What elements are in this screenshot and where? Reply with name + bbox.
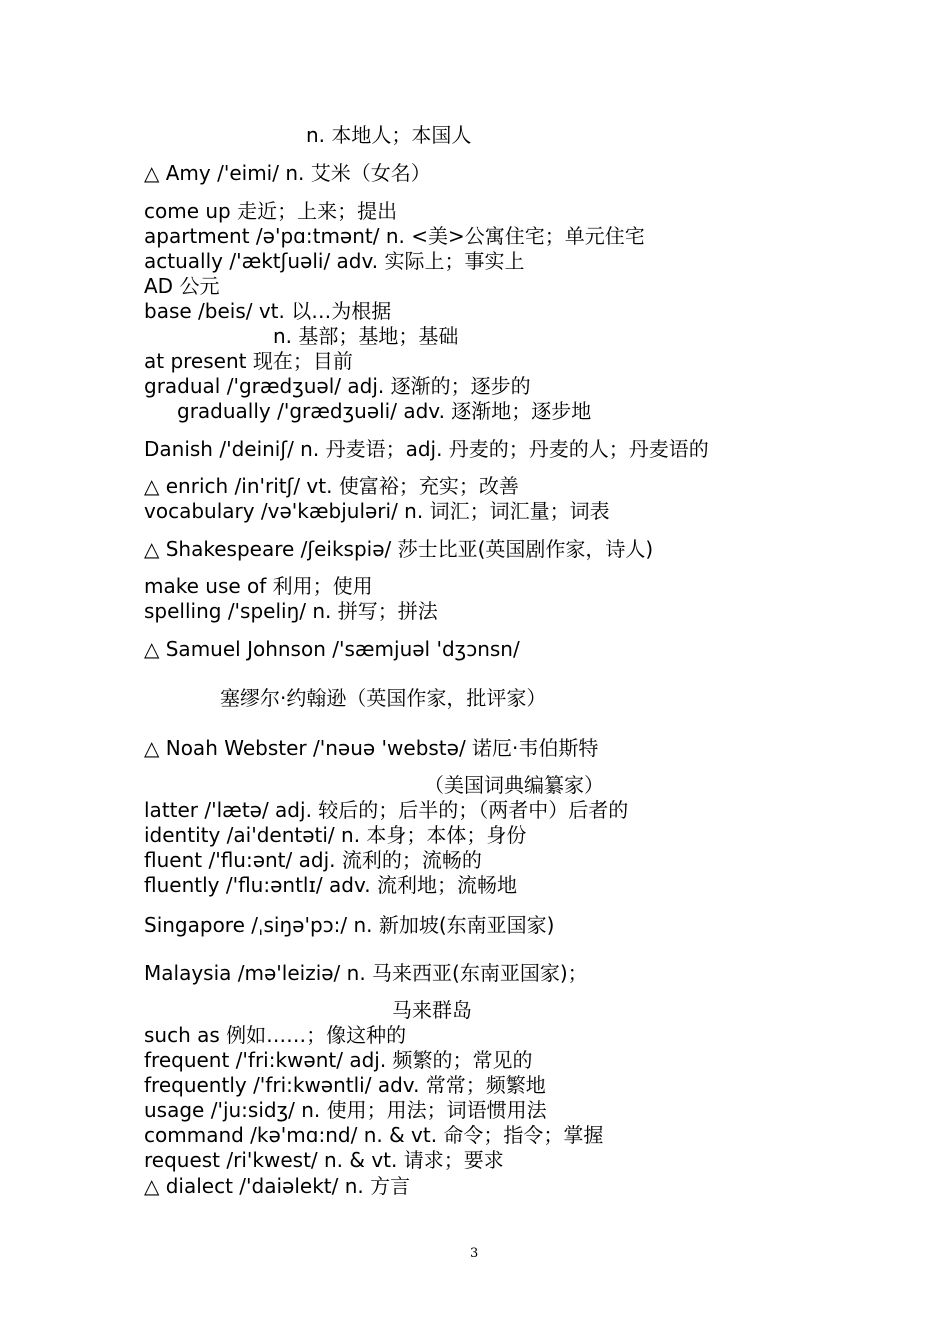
vocab-line: AD 公元 [144, 274, 220, 298]
vocab-line: 塞缪尔·约翰逊（英国作家，批评家） [220, 686, 547, 710]
vocab-line: request /ri'kwest/ n. & vt. 请求；要求 [144, 1148, 504, 1172]
vocab-line: Singapore /ˌsiŋə'pɔ:/ n. 新加坡(东南亚国家) [144, 913, 555, 937]
vocab-line: identity /ai'dentəti/ n. 本身；本体；身份 [144, 823, 527, 847]
vocab-line: such as 例如……；像这种的 [144, 1023, 407, 1047]
vocab-line: gradually /'grædʒuəli/ adv. 逐渐地；逐步地 [177, 399, 592, 423]
vocab-line: at present 现在；目前 [144, 349, 353, 373]
vocab-line: （美国词典编纂家） [424, 773, 604, 797]
vocab-line: actually /'æktʃuəli/ adv. 实际上；事实上 [144, 249, 525, 273]
vocab-line: Danish /'deiniʃ/ n. 丹麦语；adj. 丹麦的；丹麦的人；丹麦语的 [144, 437, 709, 461]
vocab-line: n. 本地人；本国人 [306, 123, 472, 147]
vocab-line: △ Noah Webster /'nəuə 'webstə/ 诺厄·韦伯斯特 [144, 736, 599, 760]
vocab-line: △ Amy /'eimi/ n. 艾米（女名） [144, 161, 431, 185]
vocab-line: 马来群岛 [392, 998, 472, 1022]
vocab-line: △ Shakespeare /ʃeikspiə/ 莎士比亚(英国剧作家，诗人) [144, 537, 654, 561]
vocab-line: gradual /'grædʒuəl/ adj. 逐渐的；逐步的 [144, 374, 531, 398]
page-number: 3 [470, 1246, 479, 1261]
vocab-line: usage /'ju:sidʒ/ n. 使用；用法；词语惯用法 [144, 1098, 547, 1122]
vocab-line: spelling /'speliŋ/ n. 拼写；拼法 [144, 599, 438, 623]
vocab-line: make use of 利用；使用 [144, 574, 373, 598]
vocab-line: △ dialect /'daiəlekt/ n. 方言 [144, 1174, 411, 1198]
vocab-line: △ Samuel Johnson /'sæmjuəl 'dʒɔnsn/ [144, 637, 520, 661]
vocab-line: △ enrich /in'ritʃ/ vt. 使富裕；充实；改善 [144, 474, 519, 498]
vocab-line: n. 基部；基地；基础 [273, 324, 459, 348]
vocab-line: vocabulary /və'kæbjuləri/ n. 词汇；词汇量；词表 [144, 499, 610, 523]
vocab-line: command /kə'mɑ:nd/ n. & vt. 命令；指令；掌握 [144, 1123, 604, 1147]
vocab-line: Malaysia /mə'leiziə/ n. 马来西亚(东南亚国家)； [144, 961, 588, 985]
vocab-line: fluently /'flu:əntlɪ/ adv. 流利地；流畅地 [144, 873, 517, 897]
vocab-line: fluent /'flu:ənt/ adj. 流利的；流畅的 [144, 848, 482, 872]
vocab-line: apartment /ə'pɑ:tmənt/ n. <美>公寓住宅；单元住宅 [144, 224, 645, 248]
vocab-line: come up 走近；上来；提出 [144, 199, 398, 223]
vocab-line: frequent /'fri:kwənt/ adj. 频繁的；常见的 [144, 1048, 533, 1072]
vocab-line: latter /'lætə/ adj. 较后的；后半的；（两者中）后者的 [144, 798, 629, 822]
vocab-line: base /beis/ vt. 以…为根据 [144, 299, 392, 323]
vocab-line: frequently /'fri:kwəntli/ adv. 常常；频繁地 [144, 1073, 546, 1097]
